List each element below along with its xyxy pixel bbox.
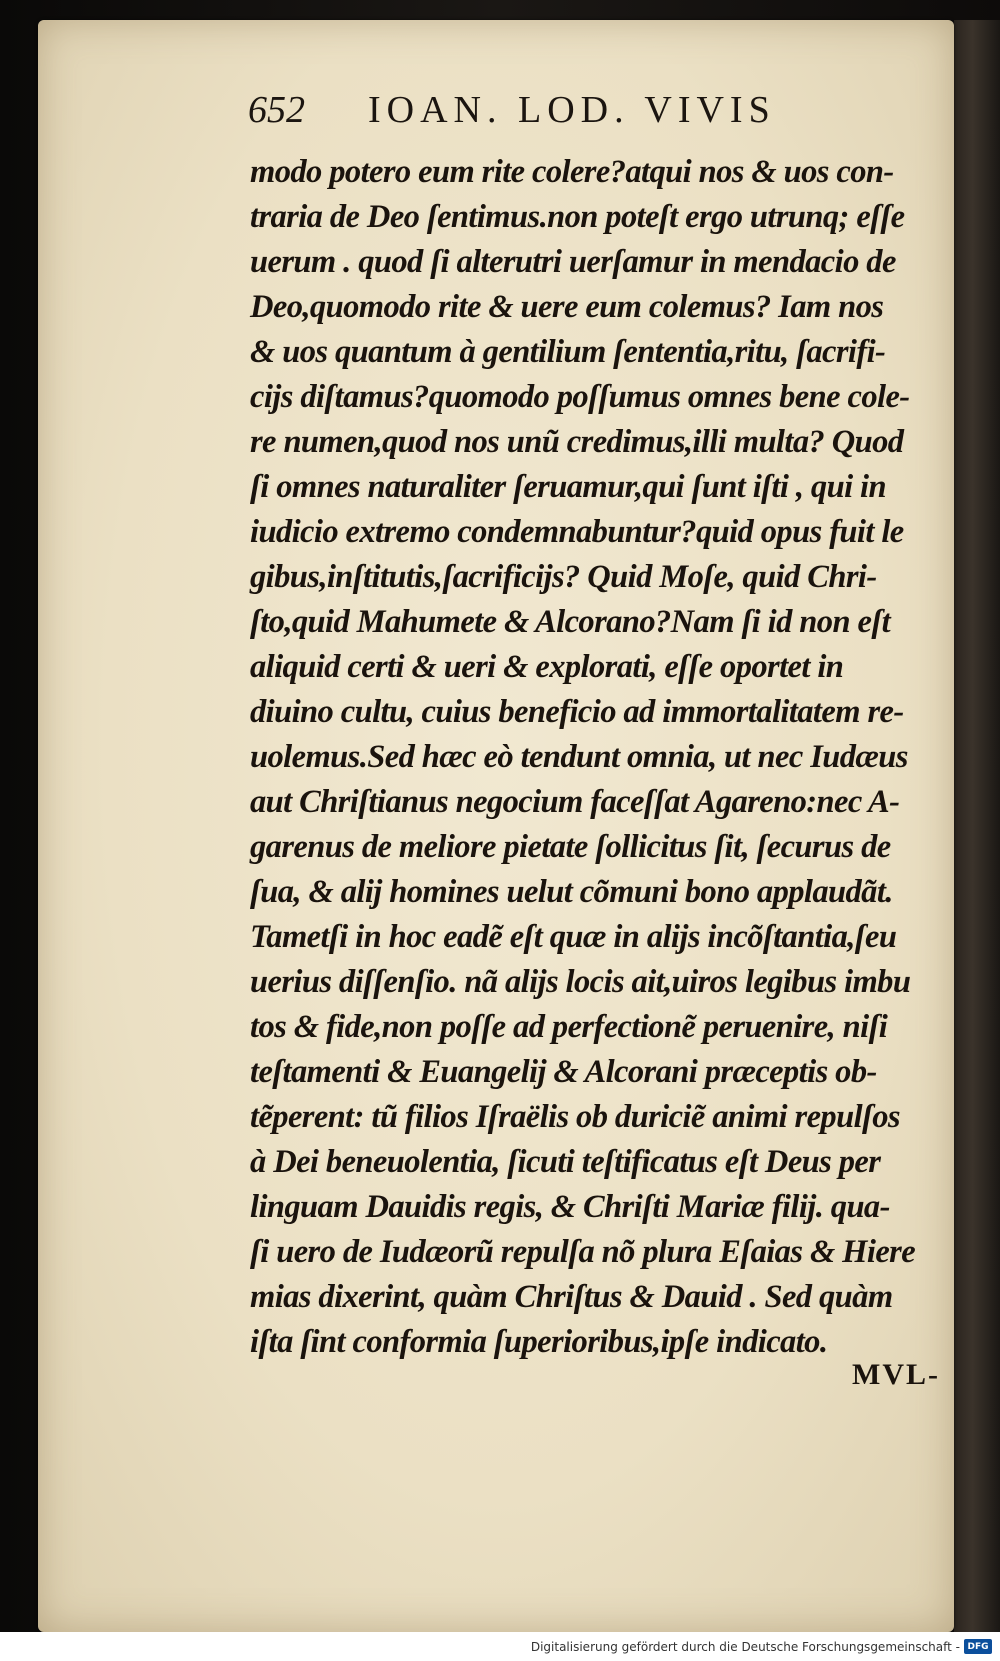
text-line: uerum . quod ſi alterutri uerſamur in mendacio de (250, 244, 896, 280)
text-line: ſua, & alij homines uelut cõmuni bono applaudãt. (250, 874, 893, 910)
text-line: iudicio extremo condemnabuntur?quid opus fuit le (250, 514, 904, 550)
text-line: re numen,quod nos unũ credimus,illi multa? Quod (250, 424, 904, 460)
text-line: à Dei beneuolentia, ſicuti teſtificatus eſt Deus per (250, 1144, 881, 1180)
text-line: uerius diſſenſio. nã alijs locis ait,uiros legibus imbu (250, 964, 911, 1000)
text-line: garenus de meliore pietate ſollicitus ſit, ſecurus de (250, 829, 891, 865)
text-line: ſto,quid Mahumete & Alcorano?Nam ſi id non eſt (250, 604, 891, 640)
page-number: 652 (248, 89, 305, 131)
text-line: Deo,quomodo rite & uere eum colemus? Iam nos (250, 289, 884, 325)
text-line: ſi omnes naturaliter ſeruamur,qui ſunt iſti , qui in (250, 469, 886, 505)
page-header (248, 88, 888, 148)
funding-note: Digitalisierung gefördert durch die Deutsche Forschungsgemeinschaft - (530, 1640, 960, 1654)
text-line: mias dixerint, quàm Chriſtus & Dauid . Sed quàm (250, 1279, 893, 1315)
text-line: cijs diſtamus?quomodo poſſumus omnes bene cole- (250, 379, 910, 415)
body-text (250, 150, 930, 1365)
text-line: uolemus.Sed hæc eò tendunt omnia, ut nec Iudæus (250, 739, 908, 775)
book-edge (954, 20, 1000, 1632)
text-line: aliquid certi & ueri & explorati, eſſe oportet in (250, 649, 844, 685)
text-line: linguam Dauidis regis, & Chriſti Mariæ filij. qua- (250, 1189, 890, 1225)
text-line: gibus,inſtitutis,ſacrificijs? Quid Moſe, quid Chri- (250, 559, 877, 595)
text-line: modo potero eum rite colere?atqui nos & uos con- (250, 154, 894, 190)
text-line: ſi uero de Iudæorũ repulſa nõ plura Eſaias & Hiere (250, 1234, 916, 1270)
dfg-logo: DFG (964, 1639, 992, 1654)
text-line: teſtamenti & Euangelij & Alcorani præceptis ob- (250, 1054, 877, 1090)
text-line: diuino cultu, cuius beneficio ad immortalitatem re- (250, 694, 904, 730)
text-line: iſta ſint conformia ſuperioribus,ipſe indicato. (250, 1324, 828, 1360)
text-line: tos & fide,non poſſe ad perfectionẽ peruenire, niſi (250, 1009, 888, 1045)
text-line: Tametſi in hoc eadẽ eſt quæ in alijs incõſtantia,ſeu (250, 919, 897, 955)
text-line: traria de Deo ſentimus.non poteſt ergo utrunq; eſſe (250, 199, 905, 235)
text-line: & uos quantum à gentilium ſententia,ritu, ſacrifi- (250, 334, 886, 370)
text-line: aut Chriſtianus negocium faceſſat Agareno:nec A- (250, 784, 900, 820)
text-line: tẽperent: tũ filios Iſraëlis ob duriciẽ animi repulſos (250, 1099, 901, 1135)
running-head: IOAN. LOD. VIVIS (368, 89, 776, 131)
catchword: MVL- (852, 1358, 940, 1391)
